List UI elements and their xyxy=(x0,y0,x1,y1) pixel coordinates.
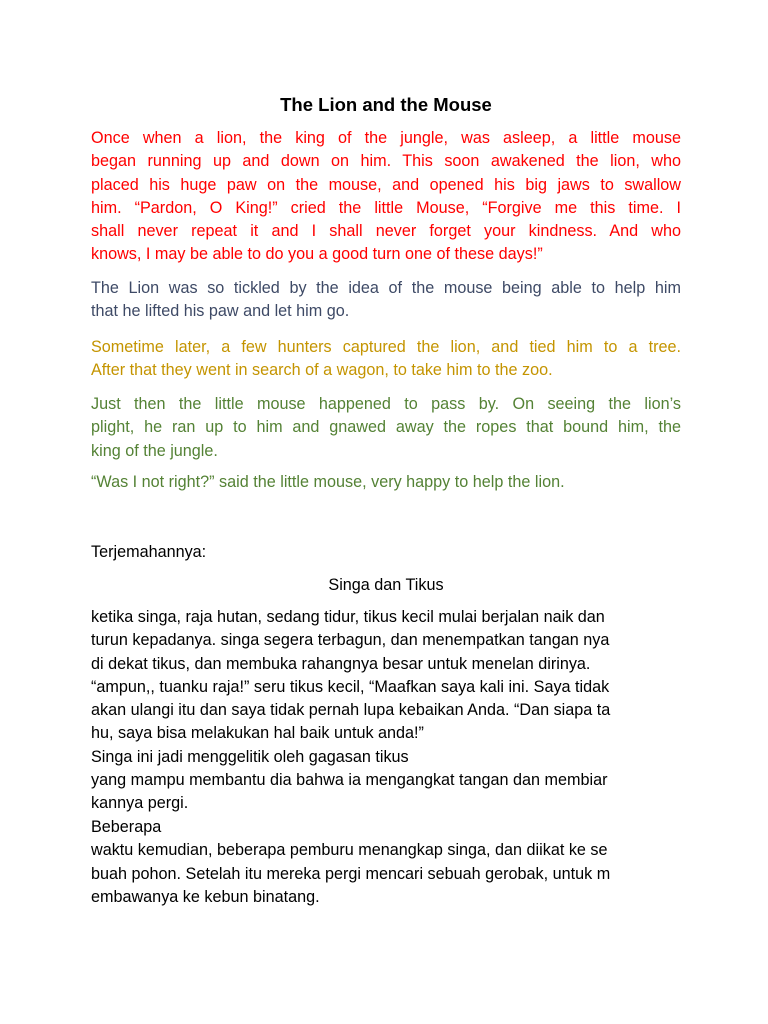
translation-label xyxy=(91,541,681,564)
paragraph-line: The Lion was so tickled by the idea of the mouse being able to help him xyxy=(91,279,681,297)
story-paragraph-3 xyxy=(91,336,681,383)
story-paragraph-5 xyxy=(91,471,681,494)
paragraph-line: Beberapa xyxy=(91,818,162,836)
paragraph-line: placed his huge paw on the mouse, and opened his big jaws to swallow xyxy=(91,175,681,194)
translation-paragraph-1 xyxy=(91,606,681,816)
translation-label-text: Terjemahannya: xyxy=(91,543,207,561)
paragraph-line: akan ulangi itu dan saya tidak pernah lupa kebaikan Anda. “Dan siapa ta xyxy=(91,701,611,720)
paragraph-line: turun kepadanya. singa segera terbagun, dan menempatkan tangan nya xyxy=(91,631,610,650)
paragraph-line: buah pohon. Setelah itu mereka pergi mencari sebuah gerobak, untuk m xyxy=(91,864,611,883)
paragraph-line: that he lifted his paw and let him go. xyxy=(91,302,350,321)
paragraph-line: Once when a lion, the king of the jungle, was asleep, a little mouse xyxy=(91,129,681,147)
paragraph-line: Just then the little mouse happened to pass by. On seeing the lion’s xyxy=(91,395,681,413)
translation-title: Singa dan Tikus xyxy=(328,576,444,594)
paragraph-line: hu, saya bisa melakukan hal baik untuk anda!” xyxy=(91,724,424,743)
paragraph-line: After that they went in search of a wagon, to take him to the zoo. xyxy=(91,361,553,380)
paragraph-line: yang mampu membantu dia bahwa ia mengangkat tangan dan membiar xyxy=(91,771,608,790)
paragraph-line: waktu kemudian, beberapa pemburu menangkap singa, dan diikat ke se xyxy=(91,841,608,860)
paragraph-line: began running up and down on him. This soon awakened the lion, who xyxy=(91,152,681,171)
paragraph-line: ketika singa, raja hutan, sedang tidur, tikus kecil mulai berjalan naik dan xyxy=(91,608,605,626)
paragraph-line: kannya pergi. xyxy=(91,794,189,813)
story-title: The Lion and the Mouse xyxy=(280,94,492,115)
story-paragraph-2 xyxy=(91,277,681,324)
paragraph-line: “ampun,, tuanku raja!” seru tikus kecil, “Maafkan saya kali ini. Saya tidak xyxy=(91,677,610,696)
story-paragraph-4 xyxy=(91,393,681,463)
paragraph-line: di dekat tikus, dan membuka rahangnya besar untuk menelan dirinya. xyxy=(91,654,591,673)
translation-paragraph-2 xyxy=(91,816,681,909)
paragraph-line: Singa ini jadi menggelitik oleh gagasan tikus xyxy=(91,747,409,766)
paragraph-line: him. “Pardon, O King!” cried the little Mouse, “Forgive me this time. I xyxy=(91,198,681,217)
paragraph-line: plight, he ran up to him and gnawed away the ropes that bound him, the xyxy=(91,418,681,437)
paragraph-line: knows, I may be able to do you a good turn one of these days!” xyxy=(91,245,543,264)
paragraph-line: king of the jungle. xyxy=(91,441,218,460)
paragraph-line: shall never repeat it and I shall never forget your kindness. And who xyxy=(91,222,681,241)
paragraph-line: “Was I not right?” said the little mouse, very happy to help the lion. xyxy=(91,473,565,491)
story-paragraph-1 xyxy=(91,127,681,267)
paragraph-line: Sometime later, a few hunters captured the lion, and tied him to a tree. xyxy=(91,338,681,356)
paragraph-line: embawanya ke kebun binatang. xyxy=(91,887,320,906)
